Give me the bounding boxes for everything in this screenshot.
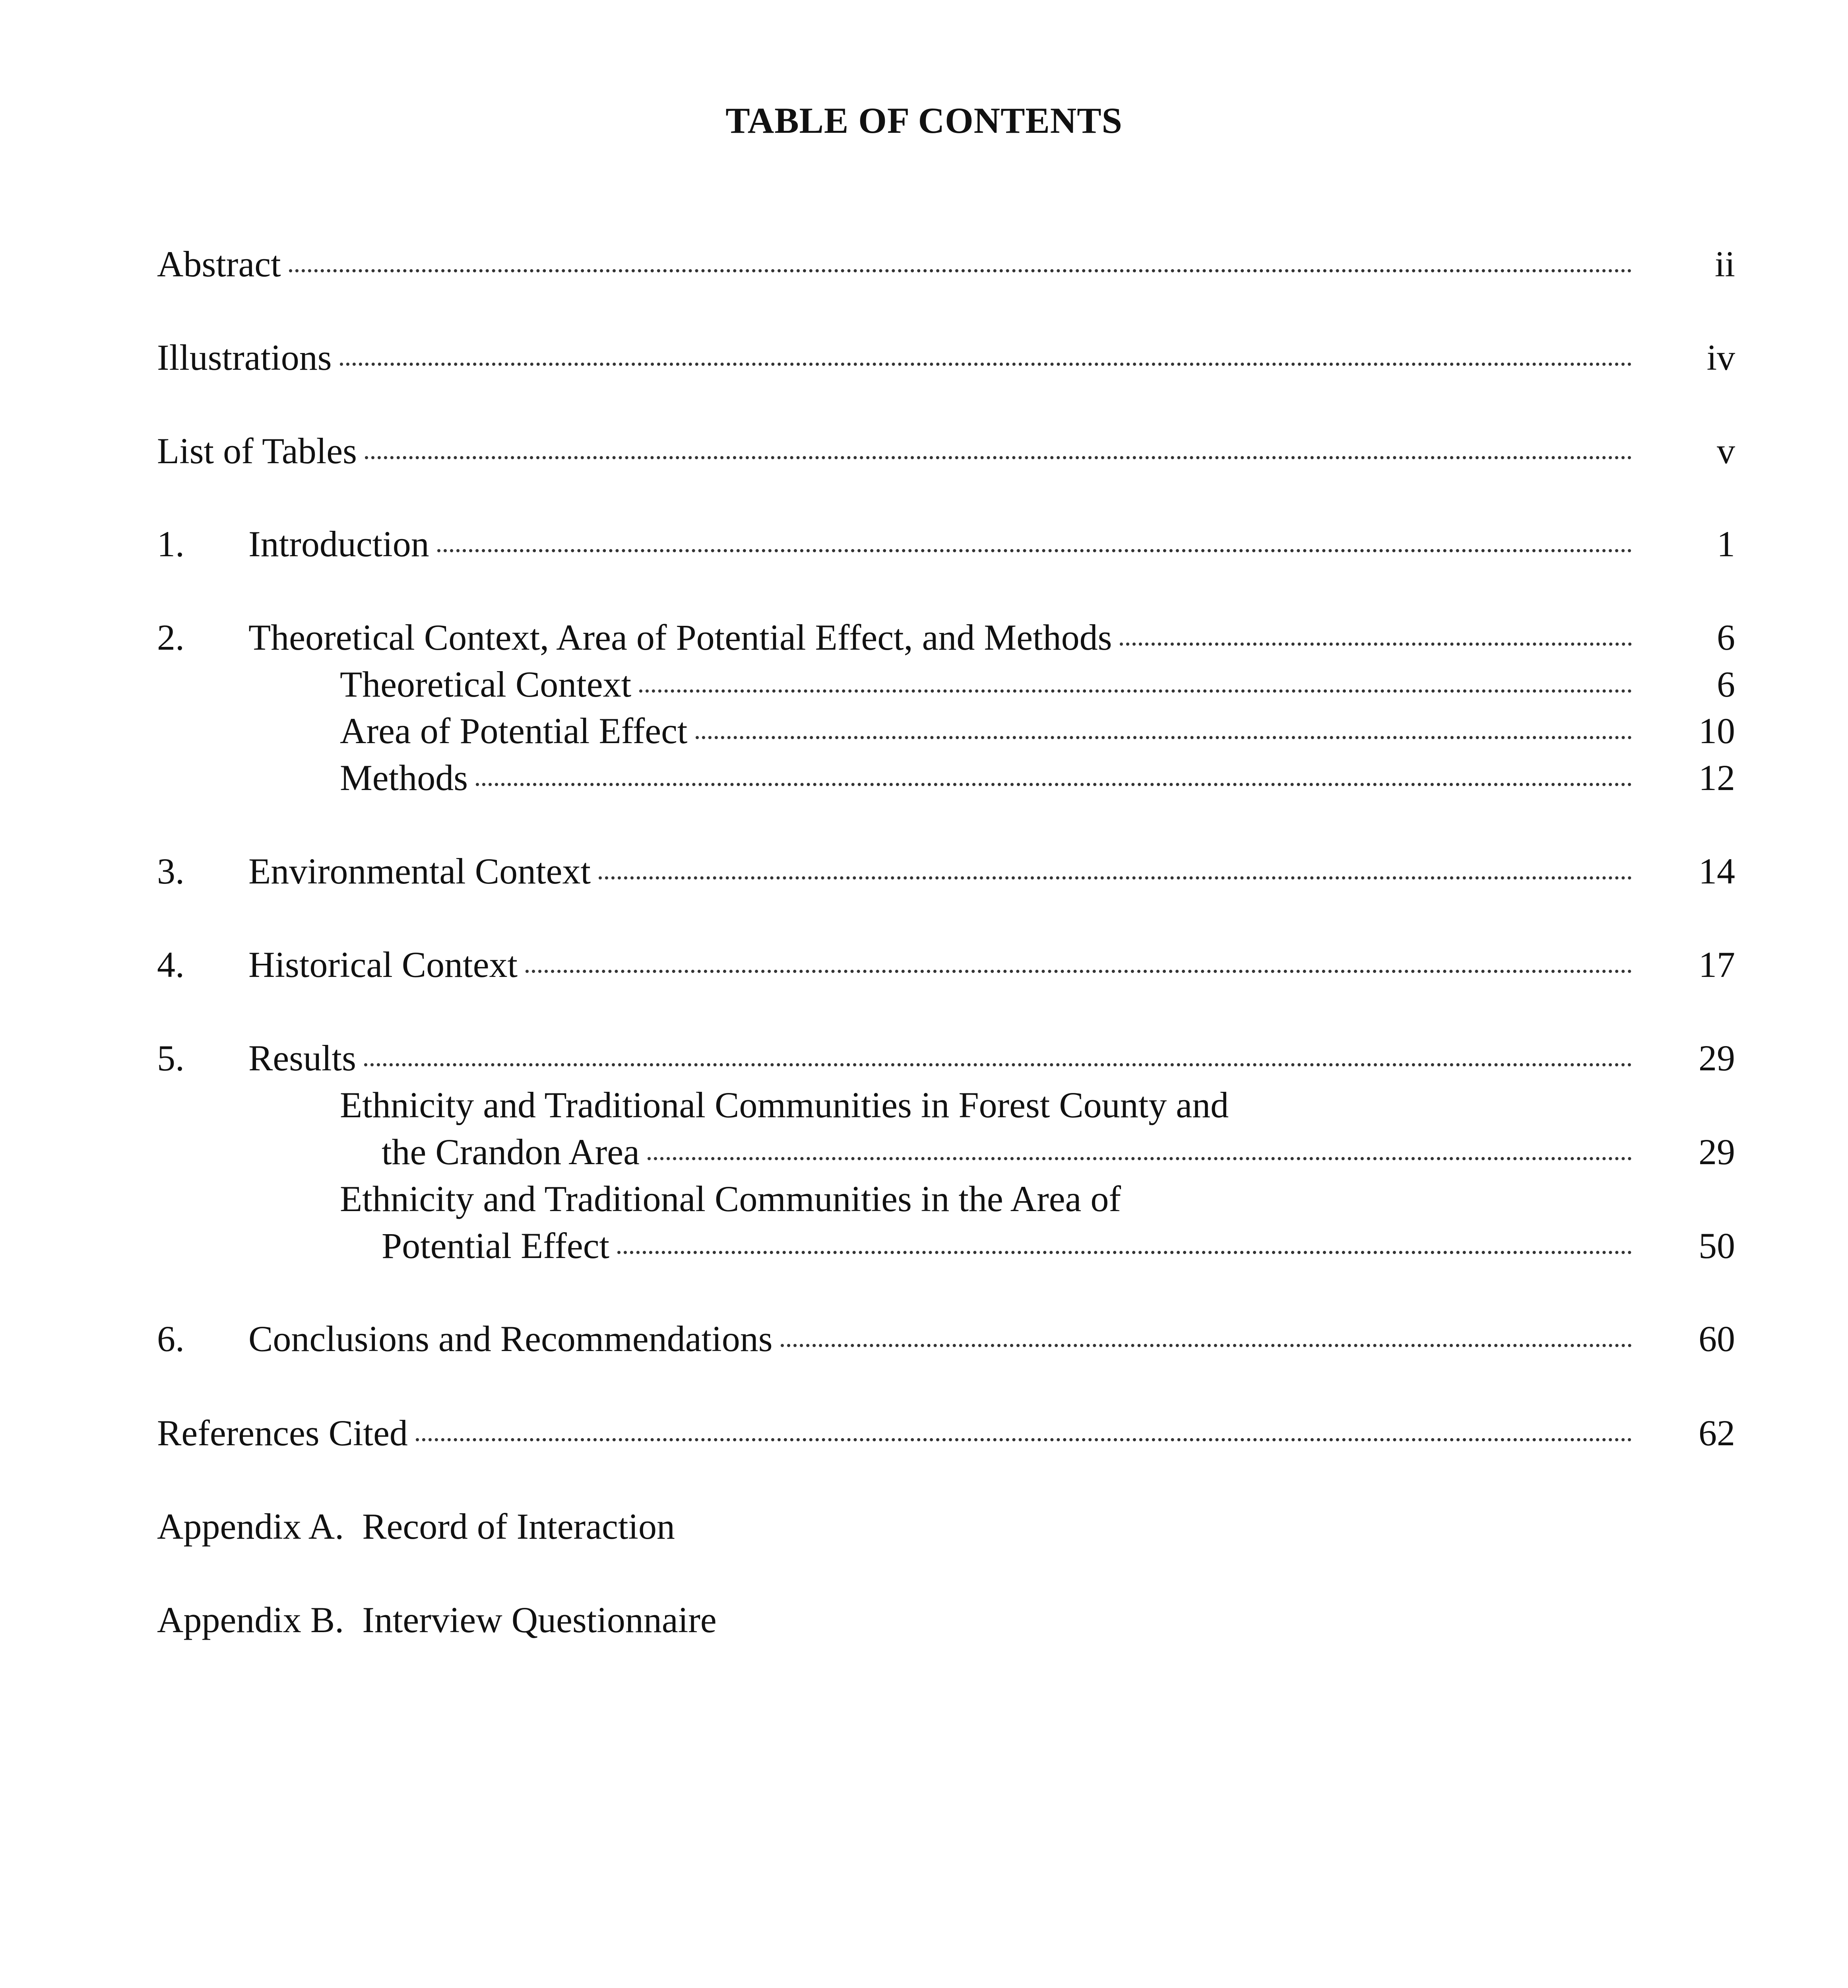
toc-number-conclusions: 6. <box>157 1318 184 1359</box>
toc-label-results: Results <box>248 1038 356 1078</box>
dot-leader <box>340 363 1632 366</box>
dot-leader <box>437 549 1632 552</box>
dot-leader <box>526 970 1632 973</box>
toc-entry-appendix-a[interactable]: Appendix A. Record of Interaction <box>157 1506 675 1547</box>
toc-number-environmental-context: 3. <box>157 851 184 891</box>
toc-entry-ethnicity-forest-county[interactable] <box>382 1134 1735 1170</box>
dot-leader <box>364 1063 1632 1066</box>
toc-page-introduction: 1 <box>1717 524 1735 564</box>
dot-leader <box>365 456 1632 459</box>
toc-number-theoretical-area-methods: 2. <box>157 617 184 658</box>
toc-label-area-of-potential-effect: Area of Potential Effect <box>340 711 688 751</box>
toc-page-area-of-potential-effect: 10 <box>1699 711 1735 751</box>
toc-entry-appendix-b[interactable]: Appendix B. Interview Questionnaire <box>157 1600 717 1640</box>
toc-entry-references[interactable] <box>157 1415 1735 1451</box>
toc-page-abstract: ii <box>1714 244 1735 284</box>
dot-leader <box>648 1157 1632 1160</box>
toc-label-illustrations: Illustrations <box>157 337 332 378</box>
toc-entry-list-of-tables[interactable] <box>157 433 1735 469</box>
dot-leader <box>416 1438 1632 1441</box>
toc-page-ethnicity-ape: 50 <box>1699 1225 1735 1266</box>
toc-page-conclusions: 60 <box>1699 1318 1735 1359</box>
toc-entry-results[interactable] <box>157 1040 1735 1076</box>
toc-page-results: 29 <box>1699 1038 1735 1078</box>
toc-page-theoretical-context: 6 <box>1717 664 1735 705</box>
toc-number-introduction: 1. <box>157 524 184 564</box>
toc-page-environmental-context: 14 <box>1699 851 1735 891</box>
toc-entry-introduction[interactable] <box>157 526 1735 562</box>
toc-page-ethnicity-forest-county: 29 <box>1699 1132 1735 1172</box>
toc-page-theoretical-area-methods: 6 <box>1717 617 1735 658</box>
dot-leader <box>617 1251 1632 1254</box>
toc-label-historical-context: Historical Context <box>248 944 518 985</box>
toc-page-historical-context: 17 <box>1699 944 1735 985</box>
toc-label-ethnicity-forest-county-line2: the Crandon Area <box>382 1132 640 1172</box>
toc-entry-historical-context[interactable] <box>157 946 1735 983</box>
dot-leader <box>639 689 1632 693</box>
dot-leader <box>781 1344 1632 1347</box>
toc-entry-methods[interactable] <box>340 759 1735 796</box>
toc-entry-abstract[interactable] <box>157 246 1735 282</box>
toc-label-introduction: Introduction <box>248 524 429 564</box>
toc-entry-illustrations[interactable] <box>157 339 1735 376</box>
toc-label-theoretical-context: Theoretical Context <box>340 664 632 705</box>
dot-leader <box>599 876 1632 879</box>
toc-page-methods: 12 <box>1699 757 1735 798</box>
dot-leader <box>1120 643 1632 646</box>
dot-leader <box>289 269 1632 272</box>
toc-label-ethnicity-forest-county-line1: Ethnicity and Traditional Communities in Forest County and <box>340 1085 1229 1125</box>
toc-entry-theoretical-area-methods[interactable] <box>157 619 1735 656</box>
toc-entry-theoretical-context[interactable] <box>340 666 1735 703</box>
toc-entry-area-of-potential-effect[interactable] <box>340 712 1735 749</box>
toc-label-references: References Cited <box>157 1413 408 1453</box>
toc-page-illustrations: iv <box>1706 337 1735 378</box>
toc-number-historical-context: 4. <box>157 944 184 985</box>
toc-label-environmental-context: Environmental Context <box>248 851 591 891</box>
toc-label-theoretical-area-methods: Theoretical Context, Area of Potential Effect, and Methods <box>248 617 1112 658</box>
toc-label-methods: Methods <box>340 757 468 798</box>
toc-label-abstract: Abstract <box>157 244 281 284</box>
page-title: TABLE OF CONTENTS <box>725 100 1123 141</box>
toc-entry-conclusions[interactable] <box>157 1320 1735 1357</box>
toc-label-ethnicity-ape-line2: Potential Effect <box>382 1225 610 1266</box>
toc-entry-ethnicity-ape[interactable] <box>382 1227 1735 1264</box>
toc-page-references: 62 <box>1699 1413 1735 1453</box>
toc-label-conclusions: Conclusions and Recommendations <box>248 1318 773 1359</box>
dot-leader <box>476 783 1632 786</box>
toc-number-results: 5. <box>157 1038 184 1078</box>
toc-page-list-of-tables: v <box>1717 431 1735 471</box>
toc-label-list-of-tables: List of Tables <box>157 431 357 471</box>
toc-entry-environmental-context[interactable] <box>157 853 1735 889</box>
toc-label-ethnicity-ape-line1: Ethnicity and Traditional Communities in the Area of <box>340 1178 1121 1219</box>
dot-leader <box>696 736 1632 739</box>
